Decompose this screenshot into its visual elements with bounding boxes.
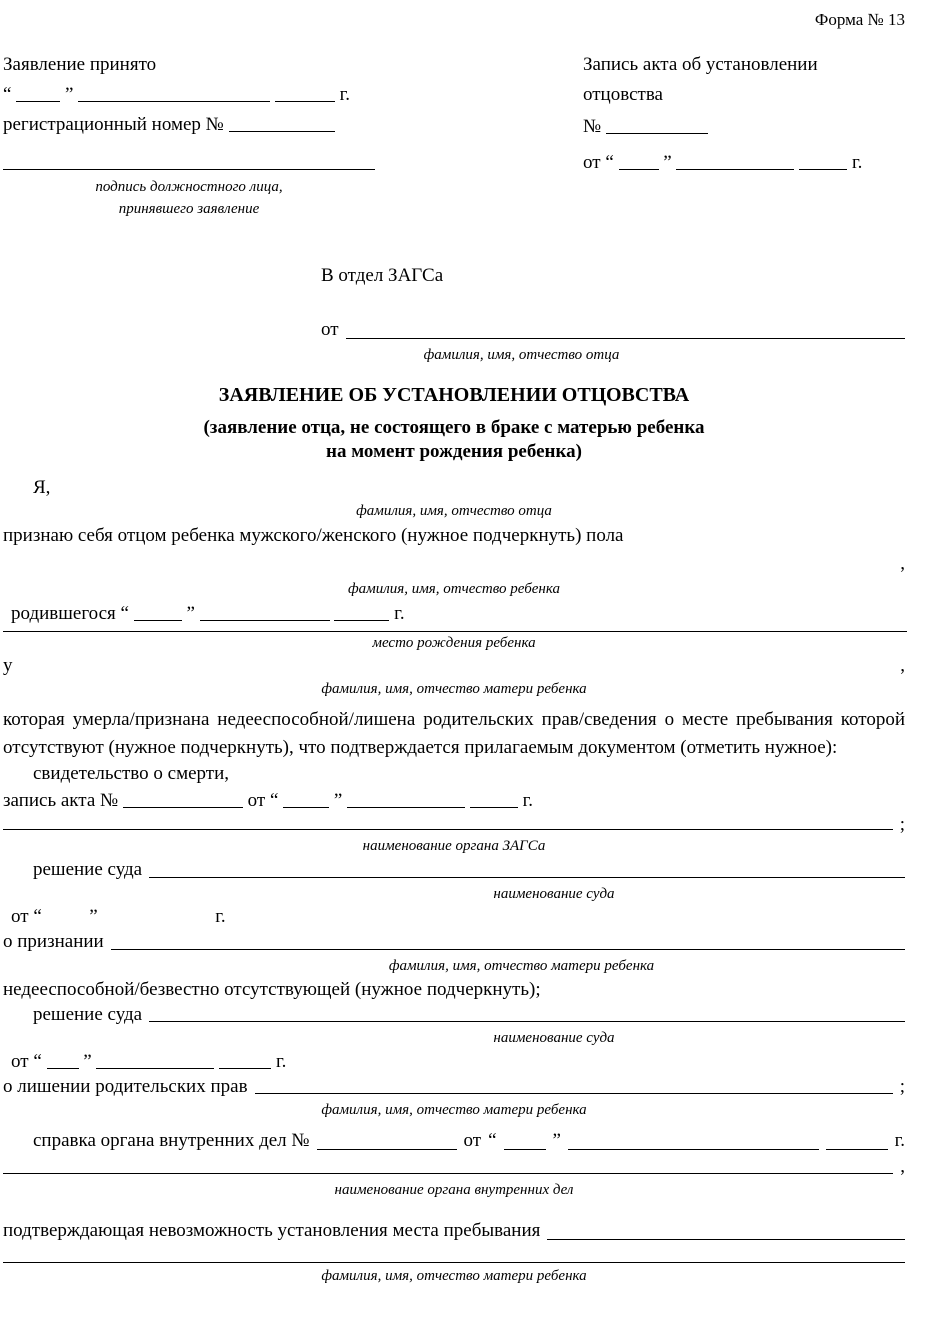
i-label: Я, <box>33 477 51 498</box>
deprivation-line <box>3 1075 905 1099</box>
comma: , <box>900 553 905 574</box>
police-year-blank <box>826 1149 888 1150</box>
u-label: у <box>3 655 13 676</box>
application-accepted-label: Заявление принято <box>3 54 157 75</box>
act-record-number-blank <box>606 120 708 134</box>
birth-date-line <box>3 600 905 628</box>
confirming-label: подтверждающая невозможность установления места пребывания <box>3 1220 541 1241</box>
birth-day-blank <box>134 607 182 621</box>
child-name-line <box>3 550 905 578</box>
from-label: от <box>321 319 339 340</box>
father-name-blank <box>346 338 905 339</box>
court-month-blank <box>96 1055 214 1069</box>
zags-organ-line <box>3 815 905 835</box>
registration-number-label: регистрационный номер № <box>3 114 224 135</box>
incapacitated-statement: недееспособной/безвестно отсутствующей (нужное подчеркнуть); <box>3 979 541 1000</box>
death-certificate-item: свидетельство о смерти, <box>33 763 229 784</box>
year-suffix: г. <box>394 603 405 624</box>
court-decision-label: решение суда <box>33 859 143 880</box>
act-record-month-blank <box>676 156 794 170</box>
zags-organ-blank <box>3 829 893 830</box>
birth-year-blank <box>334 607 389 621</box>
police-number-blank <box>317 1149 457 1150</box>
open-quote: “ <box>120 603 129 624</box>
application-accepted-block <box>3 50 375 220</box>
year-suffix: г. <box>894 1130 905 1151</box>
father-name-caption-2: фамилия, имя, отчество отца <box>356 503 552 519</box>
deprivation-mother-caption: фамилия, имя, отчество матери ребенка <box>321 1102 587 1118</box>
zags-office-label: В отдел ЗАГСа <box>321 265 444 286</box>
act-record-day-blank <box>619 156 659 170</box>
year-suffix: г. <box>522 790 533 811</box>
act-record-title: Запись акта об установлении отцовства <box>583 54 818 105</box>
close-quote: ” <box>552 1130 561 1151</box>
deprivation-label: о лишении родительских прав <box>3 1076 248 1097</box>
police-certificate-label: справка органа внутренних дел № <box>33 1130 310 1151</box>
form-number-label: Форма № 13 <box>814 10 905 29</box>
signature-caption <box>3 176 375 220</box>
year-suffix: г. <box>275 1051 287 1072</box>
recognition-mother-caption: фамилия, имя, отчество матери ребенка <box>388 958 655 974</box>
act-record-label: запись акта № <box>3 790 119 811</box>
year-suffix: г. <box>851 152 863 173</box>
year-suffix: г. <box>339 84 351 105</box>
recognition-mother-blank <box>111 949 905 950</box>
acceptance-day-blank <box>16 88 60 102</box>
semicolon: ; <box>899 814 905 835</box>
from-label: от <box>463 1130 482 1151</box>
registration-number-blank <box>229 118 335 132</box>
from-label: от <box>247 790 266 811</box>
born-label: родившегося <box>11 603 116 624</box>
open-quote: “ <box>33 906 42 927</box>
acceptance-date-line <box>3 80 375 110</box>
act-month-blank <box>347 794 465 808</box>
close-quote: ” <box>663 152 672 173</box>
act-day-blank <box>283 794 329 808</box>
act-number-blank <box>123 794 243 808</box>
acceptance-year-blank <box>275 88 335 102</box>
court-date-line-1 <box>3 905 905 929</box>
open-quote: “ <box>605 152 614 173</box>
open-quote: “ <box>269 790 279 811</box>
open-quote: “ <box>3 84 12 105</box>
birth-month-blank <box>200 607 330 621</box>
court-date-line-2 <box>3 1049 905 1075</box>
mother-name-line <box>3 654 905 678</box>
close-quote: ” <box>186 603 195 624</box>
form-subtitle-line1: (заявление отца, не состоящего в браке с матерью ребенка <box>203 417 705 438</box>
police-day-blank <box>504 1149 546 1150</box>
police-organ-blank <box>3 1173 893 1174</box>
from-label: от <box>11 906 29 927</box>
act-year-blank <box>470 794 518 808</box>
deprivation-mother-blank <box>255 1093 893 1094</box>
close-quote: ” <box>64 84 74 105</box>
acceptance-month-blank <box>78 88 270 102</box>
court-month-ghost <box>102 910 210 924</box>
from-label: от <box>583 152 601 173</box>
police-organ-caption: наименование органа внутренних дел <box>334 1182 574 1198</box>
act-record-number-line <box>583 112 905 142</box>
act-record-block <box>583 50 905 220</box>
from-father-line <box>3 316 905 344</box>
semicolon: ; <box>899 1076 905 1097</box>
police-organ-line <box>3 1155 905 1179</box>
from-label: от <box>11 1051 29 1072</box>
zags-organ-caption: наименование органа ЗАГСа <box>362 838 546 854</box>
act-record-line <box>3 787 905 815</box>
court-name-blank <box>149 877 905 878</box>
close-quote: ” <box>83 1051 92 1072</box>
court-name-blank-2 <box>149 1021 905 1022</box>
open-quote: “ <box>488 1130 497 1151</box>
confirming-blank <box>547 1239 905 1240</box>
final-mother-caption: фамилия, имя, отчество матери ребенка <box>321 1268 587 1284</box>
act-record-year-blank <box>799 156 847 170</box>
birthplace-caption: место рождения ребенка <box>372 635 536 651</box>
official-signature-blank <box>3 140 375 172</box>
open-quote: “ <box>33 1051 42 1072</box>
confirming-line <box>3 1217 905 1245</box>
court-name-caption-2: наименование суда <box>493 1030 615 1046</box>
police-certificate-line <box>3 1127 905 1155</box>
court-decision-label: решение суда <box>33 1004 143 1025</box>
child-name-caption: фамилия, имя, отчество ребенка <box>347 581 561 597</box>
mother-status-paragraph: которая умерла/признана недееспособной/лишена родительских прав/сведения о месте пребывания которой отсутствуют (нужное подчеркнуть), что подтверждается прилагаемым документом (отметить нужное): <box>3 709 905 758</box>
court-year-blank <box>219 1055 271 1069</box>
comma: , <box>900 1156 905 1177</box>
signature-caption-line1: подпись должностного лица, <box>95 179 283 195</box>
court-day-blank <box>47 1055 79 1069</box>
registration-number-line <box>3 110 375 140</box>
acknowledge-statement: признаю себя отцом ребенка мужского/женского (нужное подчеркнуть) пола <box>3 525 624 546</box>
header-block <box>3 50 905 220</box>
court-name-caption: наименование суда <box>493 886 615 902</box>
form-title: ЗАЯВЛЕНИЕ ОБ УСТАНОВЛЕНИИ ОТЦОВСТВА <box>218 384 690 406</box>
court-day-ghost <box>47 910 85 924</box>
act-record-date-line <box>583 148 905 178</box>
court-decision-line-1 <box>3 857 905 883</box>
recognition-line <box>3 929 905 955</box>
form-subtitle-line2: на момент рождения ребенка) <box>326 441 582 462</box>
close-quote: ” <box>333 790 343 811</box>
signature-caption-line2: принявшего заявление <box>118 201 260 217</box>
comma: , <box>900 655 905 676</box>
final-mother-blank <box>3 1245 905 1265</box>
number-sign: № <box>583 116 602 137</box>
close-quote: ” <box>89 906 98 927</box>
form-subtitle <box>3 416 905 464</box>
year-suffix: г. <box>215 906 226 927</box>
mother-name-caption: фамилия, имя, отчество матери ребенка <box>321 681 587 697</box>
police-month-blank <box>568 1149 819 1150</box>
father-name-caption: фамилия, имя, отчество отца <box>423 347 620 363</box>
recognition-label: о признании <box>3 931 104 952</box>
court-decision-line-2 <box>3 1003 905 1027</box>
